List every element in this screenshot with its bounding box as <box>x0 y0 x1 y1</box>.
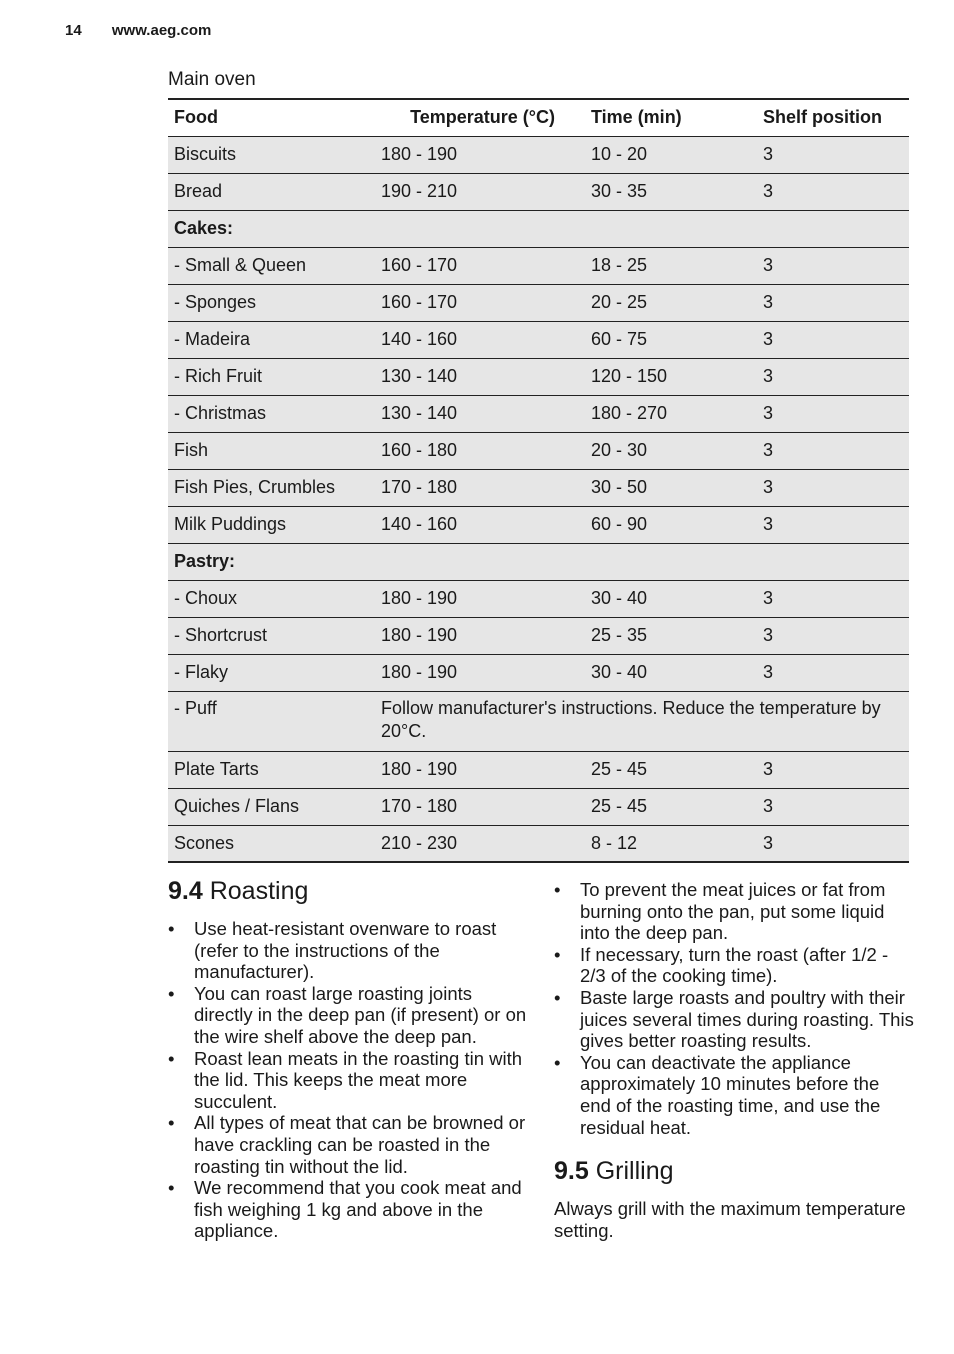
cell-temperature: 140 - 160 <box>375 321 585 358</box>
table-row <box>168 751 909 788</box>
cell-time: 20 - 30 <box>585 432 757 469</box>
cell-temperature: 160 - 180 <box>375 432 585 469</box>
roasting-list-left <box>168 918 528 1242</box>
group-label: Cakes: <box>168 210 909 247</box>
column-header-food: Food <box>168 99 375 136</box>
table-header-row <box>168 99 909 136</box>
cell-food: - Shortcrust <box>168 617 375 654</box>
column-header-temperature: Temperature (°C) <box>375 99 585 136</box>
list-item: • Roast lean meats in the roasting tin with the lid. This keeps the meat more succulent. <box>168 1048 528 1113</box>
cell-time: 25 - 45 <box>585 751 757 788</box>
table-row <box>168 321 909 358</box>
cell-food: - Choux <box>168 580 375 617</box>
table-row <box>168 469 909 506</box>
column-header-shelf: Shelf position <box>757 99 909 136</box>
page-header <box>65 22 211 39</box>
cell-shelf: 3 <box>757 136 909 173</box>
cell-temperature: 180 - 190 <box>375 654 585 691</box>
cell-shelf: 3 <box>757 358 909 395</box>
cell-time: 180 - 270 <box>585 395 757 432</box>
cell-food: - Puff <box>168 691 375 751</box>
table-row <box>168 284 909 321</box>
cell-shelf: 3 <box>757 173 909 210</box>
table-row <box>168 617 909 654</box>
table-row <box>168 173 909 210</box>
cell-time: 30 - 40 <box>585 580 757 617</box>
cell-temperature: 180 - 190 <box>375 580 585 617</box>
group-label: Pastry: <box>168 543 909 580</box>
table-row <box>168 825 909 862</box>
table-row <box>168 136 909 173</box>
table-row <box>168 247 909 284</box>
cell-shelf: 3 <box>757 617 909 654</box>
list-item: • All types of meat that can be browned or have crackling can be roasted in the roasting tin without the lid. <box>168 1112 528 1177</box>
cell-shelf: 3 <box>757 432 909 469</box>
roasting-list-right <box>554 879 914 1138</box>
grilling-number: 9.5 <box>554 1157 589 1186</box>
cell-time: 30 - 35 <box>585 173 757 210</box>
cell-food: Plate Tarts <box>168 751 375 788</box>
table-row <box>168 788 909 825</box>
cell-note: Follow manufacturer's instructions. Reduce the temperature by 20°C. <box>375 691 909 751</box>
list-item: • If necessary, turn the roast (after 1/2 - 2/3 of the cooking time). <box>554 944 914 987</box>
cell-food: Milk Puddings <box>168 506 375 543</box>
list-item: • Baste large roasts and poultry with their juices several times during roasting. This gives better roasting results. <box>554 987 914 1052</box>
cell-temperature: 160 - 170 <box>375 247 585 284</box>
cell-food: Bread <box>168 173 375 210</box>
cell-temperature: 210 - 230 <box>375 825 585 862</box>
table-row <box>168 395 909 432</box>
list-item: • We recommend that you cook meat and fish weighing 1 kg and above in the appliance. <box>168 1177 528 1242</box>
cell-temperature: 130 - 140 <box>375 395 585 432</box>
cell-time: 10 - 20 <box>585 136 757 173</box>
cell-shelf: 3 <box>757 284 909 321</box>
table-row <box>168 210 909 247</box>
cell-food: - Flaky <box>168 654 375 691</box>
list-item: • You can deactivate the appliance approximately 10 minutes before the end of the roasting time, and use the residual heat. <box>554 1052 914 1138</box>
list-item: • To prevent the meat juices or fat from burning onto the pan, put some liquid into the deep pan. <box>554 879 914 944</box>
cell-temperature: 180 - 190 <box>375 751 585 788</box>
table-row <box>168 580 909 617</box>
list-item: • Use heat-resistant ovenware to roast (refer to the instructions of the manufacturer). <box>168 918 528 983</box>
cell-food: Scones <box>168 825 375 862</box>
table-row <box>168 432 909 469</box>
cell-food: - Rich Fruit <box>168 358 375 395</box>
cell-shelf: 3 <box>757 506 909 543</box>
cell-food: Quiches / Flans <box>168 788 375 825</box>
right-column <box>554 879 914 1241</box>
grilling-text: Always grill with the maximum temperature setting. <box>554 1198 906 1241</box>
cell-temperature: 180 - 190 <box>375 617 585 654</box>
cell-shelf: 3 <box>757 469 909 506</box>
cell-shelf: 3 <box>757 395 909 432</box>
table-row <box>168 506 909 543</box>
table-body <box>168 136 909 862</box>
cell-temperature: 190 - 210 <box>375 173 585 210</box>
cell-time: 120 - 150 <box>585 358 757 395</box>
cell-time: 18 - 25 <box>585 247 757 284</box>
cell-shelf: 3 <box>757 825 909 862</box>
table-row <box>168 543 909 580</box>
cell-time: 60 - 75 <box>585 321 757 358</box>
cell-temperature: 180 - 190 <box>375 136 585 173</box>
cell-food: Fish <box>168 432 375 469</box>
cell-food: - Christmas <box>168 395 375 432</box>
cell-time: 60 - 90 <box>585 506 757 543</box>
cell-food: - Sponges <box>168 284 375 321</box>
list-item: • You can roast large roasting joints directly in the deep pan (if present) or on the wire shelf above the deep pan. <box>168 983 528 1048</box>
table-row <box>168 654 909 691</box>
cell-food: - Small & Queen <box>168 247 375 284</box>
table-row <box>168 691 909 751</box>
cell-shelf: 3 <box>757 321 909 358</box>
page-number: 14 <box>65 22 82 39</box>
cell-shelf: 3 <box>757 654 909 691</box>
cell-time: 25 - 35 <box>585 617 757 654</box>
cell-shelf: 3 <box>757 580 909 617</box>
table-row <box>168 358 909 395</box>
cell-food: Biscuits <box>168 136 375 173</box>
grilling-heading <box>554 1156 914 1186</box>
roasting-number: 9.4 <box>168 877 203 905</box>
cell-time: 30 - 50 <box>585 469 757 506</box>
cell-temperature: 170 - 180 <box>375 788 585 825</box>
cell-time: 20 - 25 <box>585 284 757 321</box>
table-caption: Main oven <box>168 69 256 90</box>
cell-time: 25 - 45 <box>585 788 757 825</box>
grilling-title: Grilling <box>595 1157 674 1186</box>
cell-time: 30 - 40 <box>585 654 757 691</box>
cell-temperature: 130 - 140 <box>375 358 585 395</box>
cell-shelf: 3 <box>757 788 909 825</box>
column-header-time: Time (min) <box>585 99 757 136</box>
cell-time: 8 - 12 <box>585 825 757 862</box>
roasting-section <box>168 876 528 1242</box>
cell-shelf: 3 <box>757 751 909 788</box>
header-url: www.aeg.com <box>111 22 212 39</box>
cell-temperature: 170 - 180 <box>375 469 585 506</box>
cell-food: Fish Pies, Crumbles <box>168 469 375 506</box>
roasting-heading <box>168 876 528 906</box>
cell-food: - Madeira <box>168 321 375 358</box>
roasting-title: Roasting <box>209 877 309 905</box>
oven-table <box>168 98 909 863</box>
cell-shelf: 3 <box>757 247 909 284</box>
cell-temperature: 160 - 170 <box>375 284 585 321</box>
cell-temperature: 140 - 160 <box>375 506 585 543</box>
